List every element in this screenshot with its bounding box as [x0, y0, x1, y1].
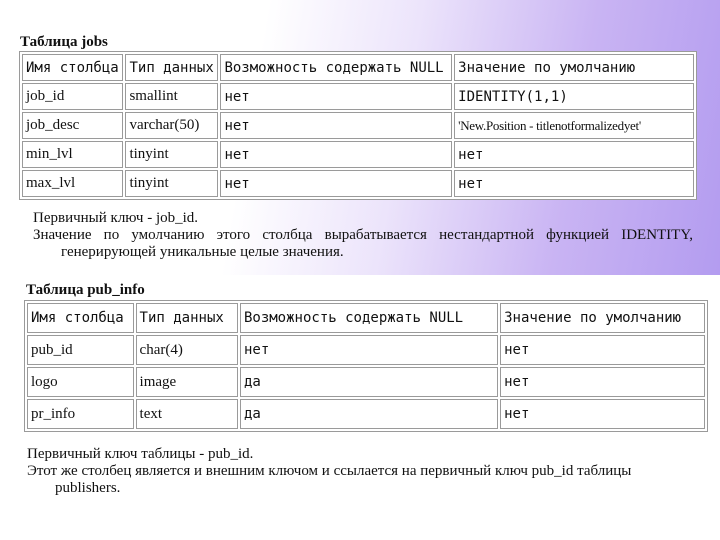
table-cell: нет [500, 335, 705, 365]
pub-info-header-cell: Значение по умолчанию [500, 303, 705, 333]
table-row [22, 170, 694, 197]
table-row [27, 399, 705, 429]
jobs-note-default-value: Значение по умолчанию этого столбца вырабатывается нестандартной функцией IDENTITY, генерирующей уникальные целые значения. [33, 227, 693, 260]
table-row [22, 83, 694, 110]
table-cell: tinyint [125, 170, 218, 197]
table-row [22, 112, 694, 139]
table-cell: нет [220, 83, 452, 110]
table-cell: min_lvl [22, 141, 123, 168]
jobs-header-cell: Тип данных [125, 54, 218, 81]
pub-info-table [24, 300, 708, 432]
pub-info-header-cell: Имя столбца [27, 303, 134, 333]
jobs-notes [33, 210, 693, 261]
jobs-table [19, 51, 697, 200]
table-cell: pr_info [27, 399, 134, 429]
table-row [27, 367, 705, 397]
table-cell: нет [220, 141, 452, 168]
table-cell: tinyint [125, 141, 218, 168]
table-cell: logo [27, 367, 134, 397]
table-cell: нет [454, 170, 694, 197]
jobs-header-cell: Имя столбца [22, 54, 123, 81]
table-cell: нет [454, 141, 694, 168]
table-cell: да [240, 367, 498, 397]
jobs-section [20, 33, 108, 51]
pub-info-notes [27, 446, 697, 497]
jobs-table-wrapper [19, 51, 697, 200]
pub-info-header-row [27, 303, 705, 333]
jobs-table-title: Таблица jobs [20, 34, 108, 50]
table-cell: нет [500, 399, 705, 429]
table-cell: job_id [22, 83, 123, 110]
table-cell: text [136, 399, 238, 429]
jobs-header-cell: Возможность содержать NULL [220, 54, 452, 81]
pub-info-note-foreign-key: Этот же столбец является и внешним ключом и ссылается на первичный ключ pub_id таблицы publishers. [27, 463, 632, 496]
table-cell: smallint [125, 83, 218, 110]
table-row [27, 335, 705, 365]
jobs-note-primary-key: Первичный ключ - job_id. [33, 210, 199, 226]
pub-info-section [26, 281, 145, 299]
table-cell: 'New.Position - titlenotformalizedyet' [454, 112, 694, 139]
table-cell: нет [240, 335, 498, 365]
table-cell: job_desc [22, 112, 123, 139]
pub-info-header-cell: Возможность содержать NULL [240, 303, 498, 333]
jobs-header-cell: Значение по умолчанию [454, 54, 694, 81]
table-cell: char(4) [136, 335, 238, 365]
table-cell: нет [220, 170, 452, 197]
table-cell: нет [220, 112, 452, 139]
table-cell: varchar(50) [125, 112, 218, 139]
table-cell: нет [500, 367, 705, 397]
table-cell: pub_id [27, 335, 134, 365]
table-cell: да [240, 399, 498, 429]
table-cell: image [136, 367, 238, 397]
pub-info-table-title: Таблица pub_info [26, 282, 145, 298]
pub-info-note-primary-key: Первичный ключ таблицы - pub_id. [27, 446, 254, 462]
table-cell: max_lvl [22, 170, 123, 197]
pub-info-header-cell: Тип данных [136, 303, 238, 333]
jobs-header-row [22, 54, 694, 81]
pub-info-table-wrapper [24, 300, 708, 432]
table-cell: IDENTITY(1,1) [454, 83, 694, 110]
table-row [22, 141, 694, 168]
